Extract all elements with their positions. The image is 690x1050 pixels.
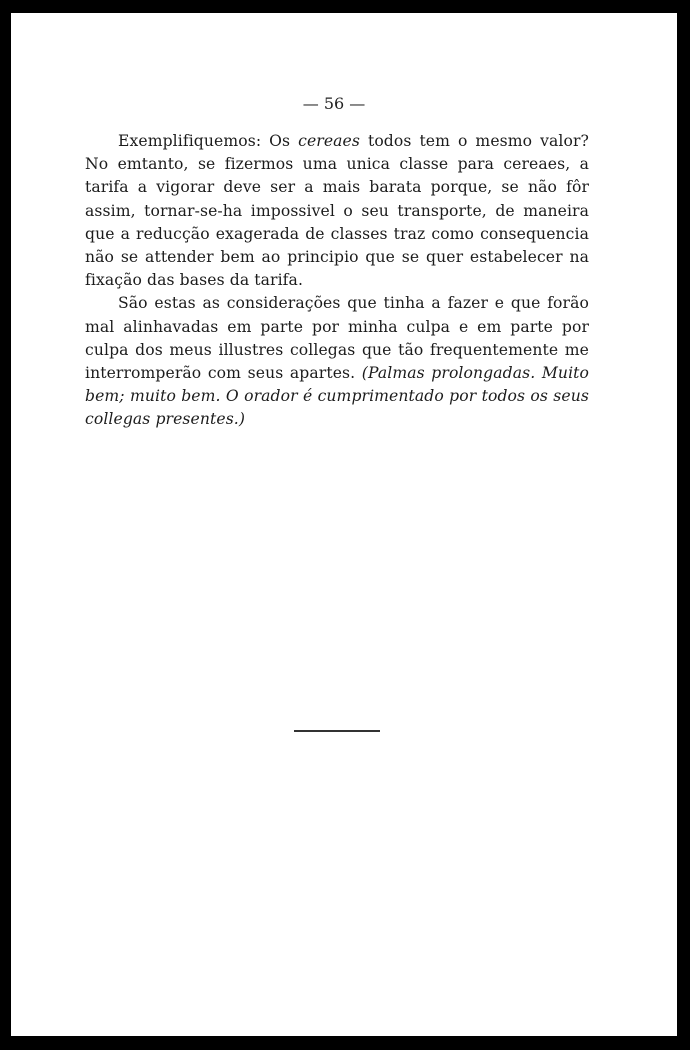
paragraph-1-text-a: Exemplifiquemos: Os bbox=[118, 132, 299, 150]
paragraph-2 bbox=[85, 292, 589, 431]
body-text bbox=[85, 130, 589, 432]
paragraph-1-text-b: todos tem o mesmo valor? No emtanto, se fizermos uma unica classe para cereaes, a tarifa a vigorar deve ser a mais barata porque, se não fôr assim, tornar-se-ha impossivel o seu transporte, de maneira que a reducção exagerada de classes traz como consequencia não se attender bem ao principio que se quer estabelecer na fixação das bases da tarifa. bbox=[85, 132, 589, 290]
end-rule bbox=[294, 730, 380, 732]
paragraph-1 bbox=[85, 130, 589, 292]
page-number: — 56 — bbox=[302, 94, 366, 113]
paragraph-2-stage-direction: (Palmas prolongadas. Muito bem; muito bem. O orador é cumprimentado por todos os seus collegas presentes.) bbox=[85, 364, 590, 429]
paragraph-1-italic-term: cereaes bbox=[298, 132, 360, 150]
document-page bbox=[11, 13, 677, 1036]
paragraph-2-text: São estas as considerações que tinha a fazer e que forão mal alinhavadas em parte por minha culpa e em parte por culpa dos meus illustres collegas que tão frequentemente me interromperão com seus apartes. bbox=[85, 294, 589, 383]
